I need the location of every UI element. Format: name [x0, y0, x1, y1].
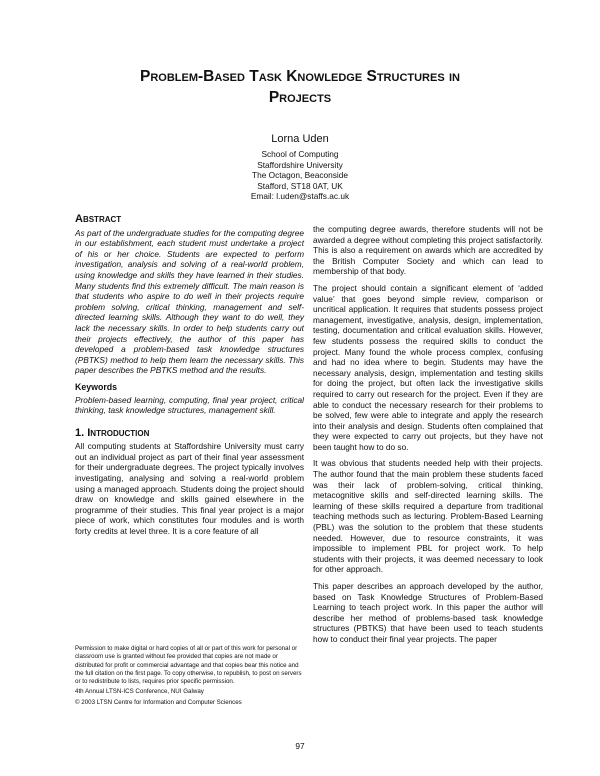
right-column [313, 224, 543, 651]
author-block [200, 132, 400, 202]
body-paragraph: This paper describes an approach developed by the author, based on Task Knowledge Structures of Problem-Based Learning to teach project work. In this paper the author will describe her method of problems-based task knowledge structures (PBTKS) that have been used to teach students how to conduct their final year projects. The paper [313, 581, 543, 644]
abstract-text: As part of the undergraduate studies for the computing degree in our establishment, each student must undertake a project of his or her choice. Students are expected to perform investigation, analysis and solving of a real-world problem, using knowledge and skills they have learned in their studies. Many students find this extremely difficult. The main reason is that students who aspire to do well in their projects require problem solving, critical thinking, management and self-directed learning skills. Although they want to do well, they lack the necessary skills. In order to help students carry out their projects effectively, the author of this paper has developed a problem-based task knowledge structures (PBTKS) method to help them learn the necessary skills. This paper describes the PBTKS method and the results. [75, 227, 304, 376]
intro-text: All computing students at Staffordshire University must carry out an individual project as part of their final year assessment for their undergraduate degrees. The project typically involves investigating, analysing and solving a real-world problem using a managed approach. Students doing the project should draw on knowledge and skills gained elsewhere in the programme of their studies. This final year project is a major piece of work, which constitutes four modules and is worth forty credits at level three. It is a core feature of all [75, 441, 304, 537]
paper-title [60, 66, 540, 108]
author-name: Lorna Uden [271, 133, 329, 145]
page-number: 97 [295, 741, 305, 751]
body-paragraph: The project should contain a significant element of ‘added value’ that goes beyond simple review, comparison or uncritical application. It requires that students possess project management, investigative, analysis, design, implementation, testing, documentation and critical evaluation skills. However, few students possess the required skills to conduct the project. Many found the whole process complex, confusing and had no idea where to begin. Students may have the necessary analysis, design, implementation and testing skills for doing the project, but often lack the investigative skills required to carry out research for the project. Even if they are able to conduct the necessary research for their problems to be solved, few were able to integrate and apply the research into their analysis and design. Students often complained that they were expected to carry out projects, but they have not been taught how to do so. [313, 282, 543, 452]
keywords-text: Problem-based learning, computing, final year project, critical thinking, task knowledge structures, management skill. [75, 394, 304, 416]
affiliation-line: The Octagon, Beaconside [252, 170, 348, 181]
affiliation-line: School of Computing [261, 149, 339, 159]
intro-heading: 1. Introduction [75, 426, 150, 439]
copyright-line: © 2003 LTSN Centre for Information and Computer Sciences [75, 698, 242, 706]
permission-text: Permission to make digital or hard copies of all or part of this work for personal or classroom use is granted without fee provided that copies are not made or distributed for profit or commercial advantage and that copies bear this notice and the full citation on the first page. To copy otherwise, to republish, to post on servers or to redistribute to lists, requires prior specific permission. [75, 645, 302, 686]
title-line-2: Projects [268, 89, 332, 106]
body-paragraph: the computing degree awards, therefore students will not be awarded a degree without completing this project satisfactorily. This is also a requirement on awards which are accredited by the British Computer Society and which can lead to membership of that body. [313, 224, 543, 277]
conference-line: 4th Annual LTSN-ICS Conference, NUI Galway [75, 688, 204, 696]
affiliation-line: Stafford, ST18 0AT, UK [257, 180, 343, 191]
abstract-heading: Abstract [75, 213, 122, 225]
affiliation-line: Staffordshire University [257, 159, 343, 170]
title-line-1: Problem-Based Task Knowledge Structures in [140, 68, 460, 85]
keywords-heading: Keywords [75, 381, 118, 392]
left-column [75, 214, 304, 543]
body-paragraph: It was obvious that students needed help with their projects. The author found that the main problem these students faced was their lack of problem-solving, critical thinking, metacognitive skills and self-directed learning skills. The learning of these skills required a departure from traditional teaching methods such as lecturing. Problem-Based Learning (PBL) was the solution to the problem that these students needed. However, due to resource constraints, it was impossible to implement PBL for project work. To help students with their projects, it was deemed necessary to look for other approach. [313, 458, 543, 575]
author-email: Email: l.uden@staffs.ac.uk [250, 191, 350, 202]
permission-notice [75, 645, 304, 709]
